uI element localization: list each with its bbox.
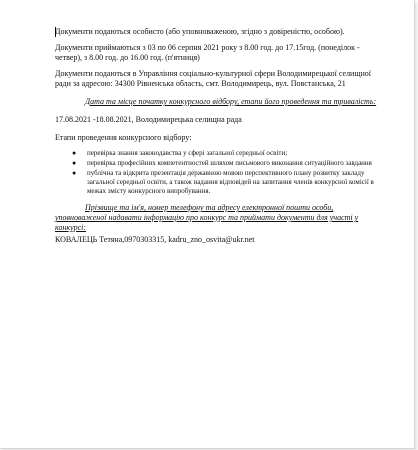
paragraph-submission-address: Документи подаються в Управління соціально-культурної сфери Володимирецької селищної ради за адресою: 34300 Рівненська область, смт. Володимирець, вул. Повстанська, 21 bbox=[55, 69, 371, 88]
list-item bbox=[55, 169, 377, 196]
paragraph-acceptance-hours: Документи приймаються з 03 по 06 серпня 2021 року з 8.00 год. до 17.15год. (понеділок - четвер), з 8.00 год. до 16.00 год. (п'ятниця) bbox=[55, 43, 360, 62]
document-body[interactable] bbox=[55, 27, 377, 245]
list-item-text: перевірка професійних компетентностей шляхом письмового виконання ситуаційного завдання bbox=[87, 159, 372, 167]
paragraph-dates-location: 17.08.2021 -18.08.2021, Володимирецька селищна рада bbox=[55, 115, 242, 124]
bullet-icon: ● bbox=[72, 159, 77, 167]
bullet-icon: ● bbox=[72, 169, 77, 177]
list-item bbox=[55, 149, 377, 158]
paragraph-contact-details: КОВАЛЕЦЬ Тетяна,0970303315, kadru_zno_osvita@ukr.net bbox=[55, 235, 255, 244]
list-item-text: перевірка знання законодавства у сфері загальної середньої освіти; bbox=[87, 149, 288, 157]
paragraph-stages-label: Етапи проведення конкурсного відбору: bbox=[55, 133, 192, 142]
bullet-icon: ● bbox=[72, 149, 77, 157]
list-item-text: публічна та відкрита презентація державною мовою перспективного плану розвитку закладу загальної середньої освіти, а також надання відповідей на запитання членів конкурсної комісії в межах змісту конкурсного випробування. bbox=[87, 169, 374, 195]
stages-list bbox=[55, 149, 377, 196]
list-item bbox=[55, 159, 377, 168]
paragraph-submission-method: Документи подаються особисто (або уповноваженою, згідно з довіреністю, особою). bbox=[55, 27, 345, 36]
heading-contact-person: Прізвище та ім'я, номер телефону та адресу електронної пошти особи, уповноваженої надавати інформацію про конкурс та приймати документи для участі у конкурсі: bbox=[55, 203, 359, 232]
heading-date-place: Дата та місце початку конкурсного відбору, етапи його проведення та тривалість: bbox=[85, 97, 377, 106]
